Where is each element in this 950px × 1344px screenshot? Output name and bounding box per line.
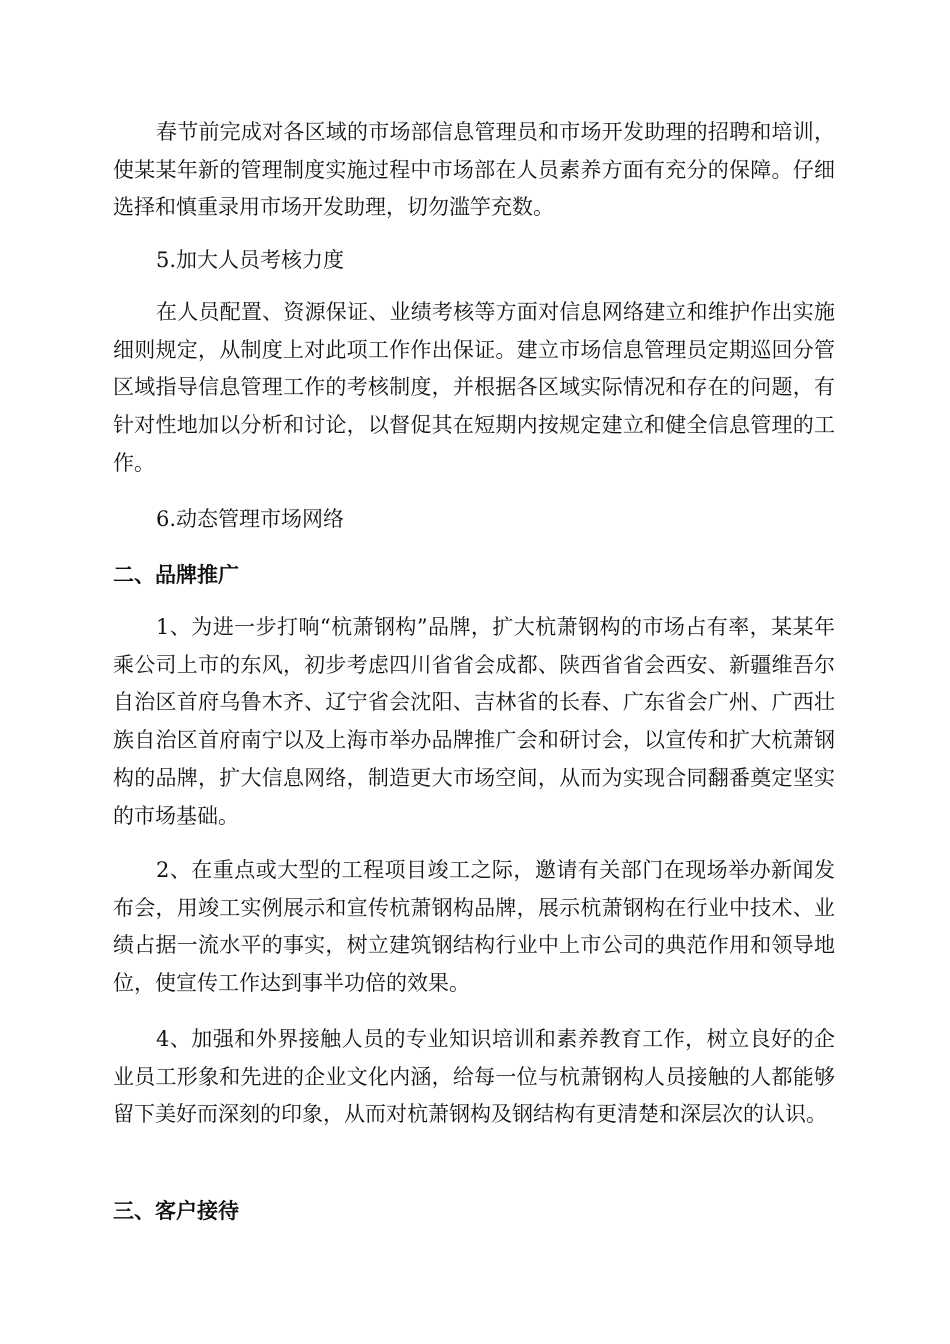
list-item-5-assessment: 5.加大人员考核力度 — [156, 248, 345, 272]
paragraph-assessment-details: 在人员配置、资源保证、业绩考核等方面对信息网络建立和维护作出实施细则规定，从制度上对此项工作作出保证。建立市场信息管理员定期巡回分管区域指导信息管理工作的考核制度，并根据各区域实际情况和存在的问题，有针对性地加以分析和讨论，以督促其在短期内按规定建立和健全信息管理的工作。 — [113, 300, 835, 475]
paragraph-recruitment-training: 春节前完成对各区域的市场部信息管理员和市场开发助理的招聘和培训，使某某年新的管理制度实施过程中市场部在人员素养方面有充分的保障。仔细选择和慎重录用市场开发助理，切勿滥竽充数。 — [113, 120, 835, 220]
paragraph-press-conference: 2、在重点或大型的工程项目竣工之际，邀请有关部门在现场举办新闻发布会，用竣工实例展示和宣传杭萧钢构品牌，展示杭萧钢构在行业中技术、业绩占据一流水平的事实，树立建筑钢结构行业中上市公司的典范作用和领导地位，使宣传工作达到事半功倍的效果。 — [113, 858, 835, 996]
section-heading-customer-reception: 三、客户接待 — [113, 1199, 239, 1223]
list-item-6-network-management: 6.动态管理市场网络 — [156, 507, 345, 531]
paragraph-staff-training: 4、加强和外界接触人员的专业知识培训和素养教育工作，树立良好的企业员工形象和先进的企业文化内涵，给每一位与杭萧钢构人员接触的人都能够留下美好而深刻的印象，从而对杭萧钢构及钢结构有更清楚和深层次的认识。 — [113, 1027, 835, 1127]
section-heading-brand-promotion: 二、品牌推广 — [113, 563, 239, 587]
paragraph-brand-event-plan: 1、为进一步打响“杭萧钢构”品牌，扩大杭萧钢构的市场占有率，某某年乘公司上市的东风，初步考虑四川省省会成都、陕西省省会西安、新疆维吾尔自治区首府乌鲁木齐、辽宁省会沈阳、吉林省的长春、广东省会广州、广西壮族自治区首府南宁以及上海市举办品牌推广会和研讨会，以宣传和扩大杭萧钢构的品牌，扩大信息网络，制造更大市场空间，从而为实现合同翻番奠定坚实的市场基础。 — [113, 615, 835, 828]
